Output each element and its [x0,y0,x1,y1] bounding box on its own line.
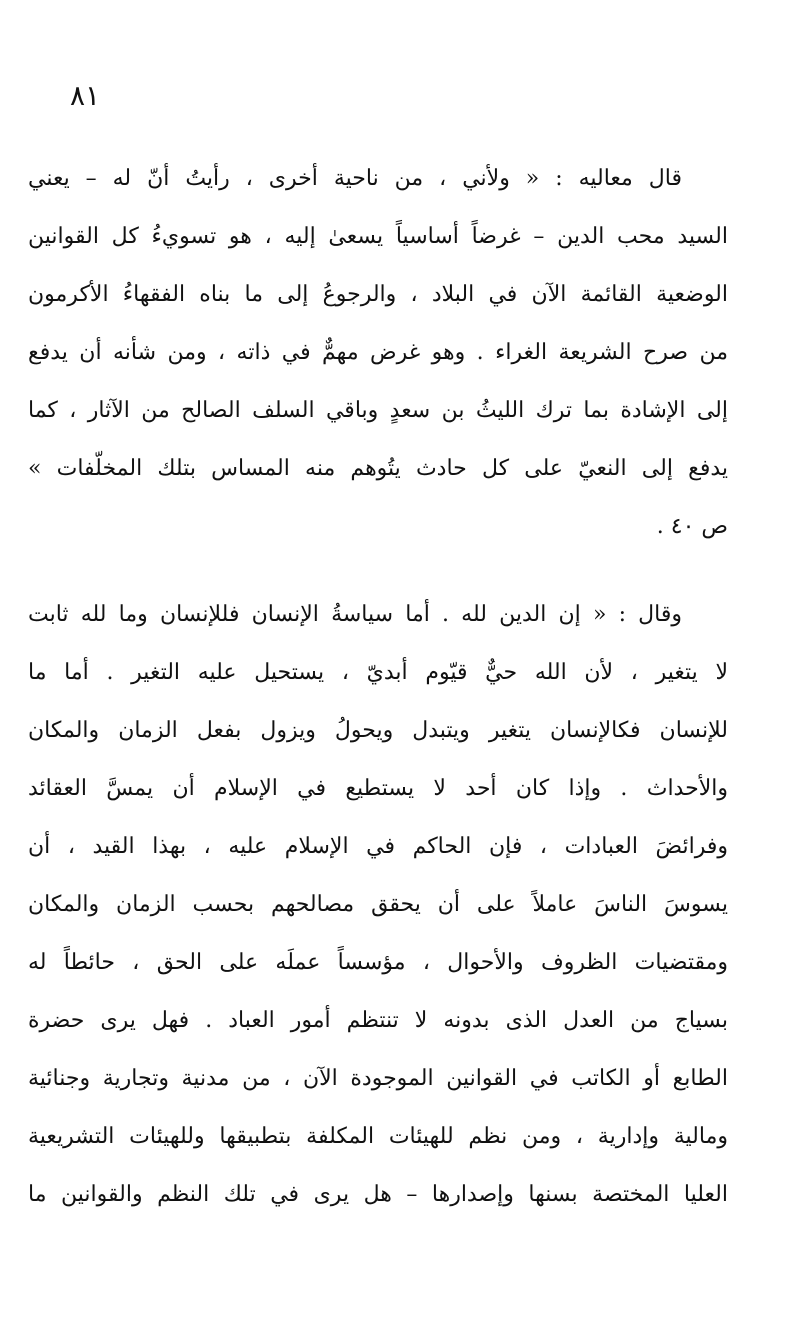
paragraph-1 [28,150,728,556]
page-reference-line: ص ٤٠ . [656,514,728,539]
text-line: العليا المختصة بسنها وإصدارها – هل يرى في تلك النظم والقوانين ما [28,1182,728,1207]
text-line: يدفع إلى النعيّ على كل حادث يتُوهم منه المساس بتلك المخلّفات » [28,456,728,481]
paragraph-2 [28,586,728,1224]
text-line: للإنسان فكالإنسان يتغير ويتبدل ويحولُ ويزول بفعل الزمان والمكان [28,718,728,743]
text-line: وفرائضَ العبادات ، فإن الحاكم في الإسلام عليه ، بهذا القيد ، أن [28,834,728,859]
page-body [28,150,728,1224]
text-line: الطابع أو الكاتب في القوانين الموجودة الآن ، من مدنية وتجارية وجنائية [28,1066,728,1091]
text-line: إلى الإشادة بما ترك الليثُ بن سعدٍ وباقي السلف الصالح من الآثار ، كما [28,398,728,423]
text-line: والأحداث . وإذا كان أحد لا يستطيع في الإسلام أن يمسَّ العقائد [28,776,728,801]
text-line: بسياج من العدل الذى بدونه لا تنتظم أمور العباد . فهل يرى حضرة [28,1008,728,1033]
text-line: ومالية وإدارية ، ومن نظم للهيئات المكلفة بتطبيقها وللهيئات التشريعية [28,1124,728,1149]
text-line: ومقتضيات الظروف والأحوال ، مؤسساً عملَه على الحق ، حائطاً له [28,950,728,975]
text-line: وقال : « إن الدين لله . أما سياسةُ الإنسان فللإنسان وما لله ثابت [28,602,682,627]
text-line: يسوسَ الناسَ عاملاً على أن يحقق مصالحهم بحسب الزمان والمكان [28,892,728,917]
text-line: قال معاليه : « ولأني ، من ناحية أخرى ، رأيتُ أنّ له – يعني [28,166,682,191]
text-line: من صرح الشريعة الغراء . وهو غرض مهمٌّ في ذاته ، ومن شأنه أن يدفع [28,340,728,365]
text-line: الوضعية القائمة الآن في البلاد ، والرجوعُ إلى ما بناه الفقهاءُ الأكرمون [28,282,728,307]
text-line: السيد محب الدين – غرضاً أساسياً يسعىٰ إليه ، هو تسويءُ كل القوانين [28,224,728,249]
text-line: لا يتغير ، لأن الله حيٌّ قيّوم أبديّ ، يستحيل عليه التغير . أما ما [28,660,728,685]
page-number: ٨١ [70,79,101,112]
paragraph-gap [28,556,728,586]
